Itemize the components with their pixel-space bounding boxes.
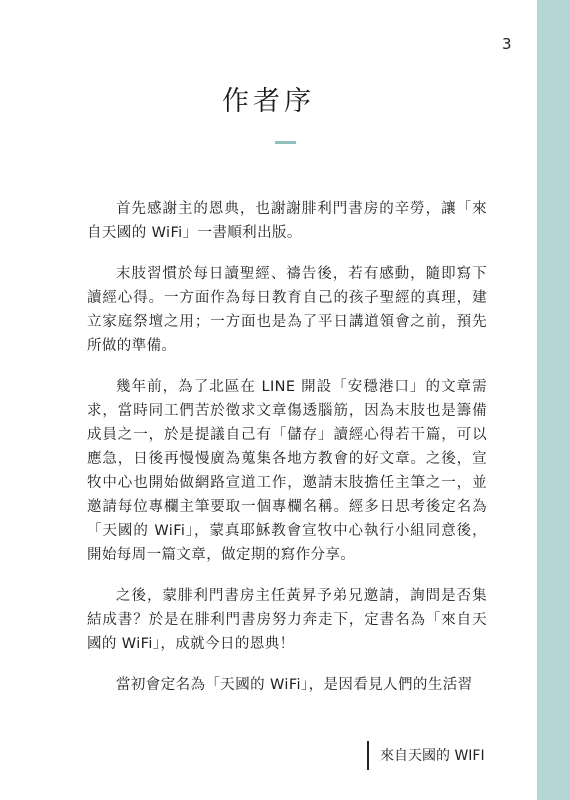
side-color-band [537, 0, 570, 800]
page-number: 3 [502, 35, 512, 53]
book-title-footer: 來自天國的 WIFI [380, 748, 485, 764]
title-divider [275, 141, 296, 144]
footer-divider [367, 741, 369, 770]
paragraph: 末肢習慣於每日讀聖經、禱告後，若有感動，隨即寫下讀經心得。一方面作為每日教育自己的孩子聖經的真理，建立家庭祭壇之用；一方面也是為了平日講道領會之前，預先所做的準備。 [87, 266, 487, 354]
paragraph: 幾年前，為了北區在 LINE 開設「安穩港口」的文章需求，當時同工們苦於徵求文章傷透腦筋，因為末肢也是籌備成員之一，於是提議自己有「儲存」讀經心得若干篇，可以應急，日後再慢慢廣為蒐集各地方教會的好文章。之後，宣牧中心也開始做網路宣道工作，邀請末肢擔任主筆之一，並邀請每位專欄主筆要取一個專欄名稱。經多日思考後定名為「天國的 WiFi」，蒙真耶穌教會宣牧中心執行小組同意後，開始每周一篇文章，做定期的寫作分享。 [87, 379, 487, 563]
paragraph: 當初會定名為「天國的 WiFi」，是因看見人們的生活習 [116, 677, 473, 693]
paragraph: 首先感謝主的恩典，也謝謝腓利門書房的辛勞，讓「來自天國的 WiFi」一書順利出版。 [87, 201, 487, 241]
body-text [87, 197, 487, 714]
page-title: 作者序 [222, 86, 315, 117]
paragraph: 之後，蒙腓利門書房主任黃昇予弟兄邀請，詢問是否集結成書？於是在腓利門書房努力奔走下，定書名為「來自天國的 WiFi」，成就今日的恩典！ [87, 588, 487, 652]
